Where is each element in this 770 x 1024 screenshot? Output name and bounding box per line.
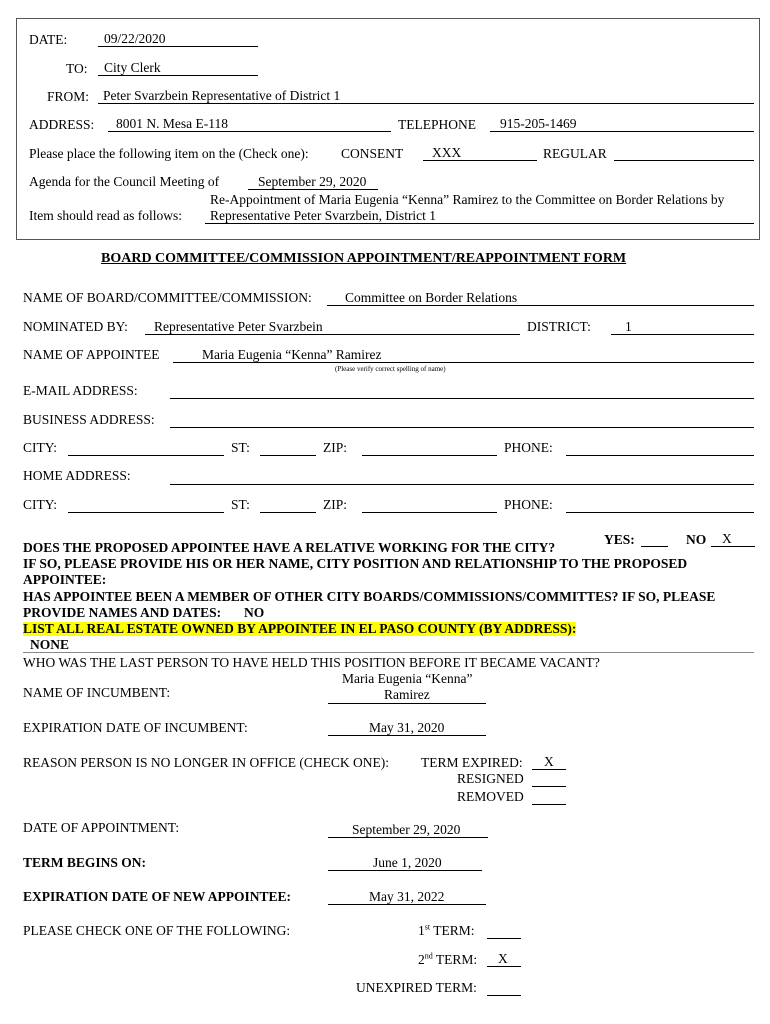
reason-label: REASON PERSON IS NO LONGER IN OFFICE (CHECK ONE):	[23, 755, 390, 770]
nominated-label: NOMINATED BY:	[23, 319, 128, 334]
section-divider	[23, 652, 754, 653]
verify-note: (Please verify correct spelling of name)	[335, 365, 446, 373]
telephone-value: 915-205-1469	[500, 116, 577, 131]
phone-label-2: PHONE:	[504, 497, 553, 512]
incumbent-exp-label: EXPIRATION DATE OF INCUMBENT:	[23, 720, 248, 735]
appointment-date-value: September 29, 2020	[352, 822, 461, 837]
term-expired-label: TERM EXPIRED:	[421, 755, 523, 770]
business-label: BUSINESS ADDRESS:	[23, 412, 155, 427]
first-term-label	[418, 924, 475, 938]
second-term-mark: X	[498, 951, 508, 966]
first-term-number: 1	[418, 923, 425, 938]
member-answer: NO	[244, 605, 265, 620]
address-label: ADDRESS:	[29, 117, 95, 132]
read-line-1: Re-Appointment of Maria Eugenia “Kenna” Ramirez to the Committee on Border Relations by	[210, 192, 725, 207]
relative-question-2: IF SO, PLEASE PROVIDE HIS OR HER NAME, CITY POSITION AND RELATIONSHIP TO THE PROPOSED	[23, 556, 688, 571]
appointee-label: NAME OF APPOINTEE	[23, 347, 160, 362]
to-label: TO:	[66, 61, 88, 76]
term-expired-line[interactable]	[532, 769, 566, 770]
read-line	[205, 223, 754, 224]
from-value: Peter Svarzbein Representative of District 1	[103, 88, 341, 103]
incumbent-exp-line	[328, 735, 486, 736]
city-line-2[interactable]	[68, 512, 224, 513]
check-prompt: Please place the following item on the (Check one):	[29, 146, 309, 161]
first-term-text: TERM:	[433, 923, 475, 938]
business-line[interactable]	[170, 427, 754, 428]
appointee-value: Maria Eugenia “Kenna” Ramirez	[202, 347, 382, 362]
to-line	[98, 75, 258, 76]
agenda-date: September 29, 2020	[258, 174, 367, 189]
city-line[interactable]	[68, 455, 224, 456]
incumbent-name-label: NAME OF INCUMBENT:	[23, 685, 171, 700]
consent-mark: XXX	[432, 145, 462, 160]
relative-question-3: APPOINTEE:	[23, 572, 107, 587]
realestate-question: LIST ALL REAL ESTATE OWNED BY APPOINTEE IN EL PASO COUNTY (BY ADDRESS):	[23, 621, 577, 636]
appointment-date-label: DATE OF APPOINTMENT:	[23, 820, 180, 835]
email-label: E-MAIL ADDRESS:	[23, 383, 138, 398]
st-line[interactable]	[260, 455, 316, 456]
resigned-line[interactable]	[532, 786, 566, 787]
read-label: Item should read as follows:	[29, 208, 182, 223]
no-line[interactable]	[711, 546, 755, 547]
nominated-value: Representative Peter Svarzbein	[154, 319, 323, 334]
check-one-label: PLEASE CHECK ONE OF THE FOLLOWING:	[23, 923, 291, 938]
member-question: HAS APPOINTEE BEEN A MEMBER OF OTHER CITY BOARDS/COMMISSIONS/COMMITTES? IF SO, PLEASE	[23, 589, 716, 604]
no-label: NO	[686, 532, 707, 547]
relative-question: DOES THE PROPOSED APPOINTEE HAVE A RELATIVE WORKING FOR THE CITY?	[23, 540, 556, 555]
from-line	[98, 103, 754, 104]
city-label-2: CITY:	[23, 497, 58, 512]
zip-label: ZIP:	[323, 440, 348, 455]
new-exp-label: EXPIRATION DATE OF NEW APPOINTEE:	[23, 889, 292, 904]
zip-line[interactable]	[362, 455, 497, 456]
yes-line[interactable]	[641, 546, 668, 547]
second-term-text: TERM:	[435, 952, 478, 967]
district-value: 1	[625, 319, 632, 334]
st-label: ST:	[231, 440, 250, 455]
st-label-2: ST:	[231, 497, 250, 512]
unexpired-term-line[interactable]	[487, 995, 521, 996]
agenda-line	[248, 189, 378, 190]
city-label: CITY:	[23, 440, 58, 455]
date-label: DATE:	[29, 32, 68, 47]
phone-line-2[interactable]	[566, 512, 754, 513]
incumbent-name-line-1: Maria Eugenia “Kenna”	[342, 671, 473, 686]
from-label: FROM:	[47, 89, 90, 104]
st-line-2[interactable]	[260, 512, 316, 513]
removed-label: REMOVED	[457, 789, 524, 804]
address-value: 8001 N. Mesa E-118	[116, 116, 228, 131]
unexpired-term-label: UNEXPIRED TERM:	[356, 980, 477, 995]
district-label: DISTRICT:	[527, 319, 591, 334]
second-term-number: 2	[418, 952, 425, 967]
district-line	[611, 334, 754, 335]
zip-label-2: ZIP:	[323, 497, 348, 512]
new-exp-line	[328, 904, 486, 905]
phone-line[interactable]	[566, 455, 754, 456]
realestate-answer: NONE	[30, 637, 70, 652]
agenda-label: Agenda for the Council Meeting of	[29, 174, 220, 189]
appointment-date-line	[328, 837, 488, 838]
first-term-line[interactable]	[487, 938, 521, 939]
yes-label: YES:	[604, 532, 635, 547]
date-value: 09/22/2020	[104, 31, 166, 46]
second-term-suffix: nd	[424, 951, 433, 961]
phone-label: PHONE:	[504, 440, 553, 455]
to-value: City Clerk	[104, 60, 161, 75]
home-line[interactable]	[170, 484, 754, 485]
removed-line[interactable]	[532, 804, 566, 805]
incumbent-name-line	[328, 703, 486, 704]
read-line-2: Representative Peter Svarzbein, District 1	[210, 208, 437, 223]
regular-line	[614, 160, 754, 161]
board-label: NAME OF BOARD/COMMITTEE/COMMISSION:	[23, 290, 312, 305]
term-expired-mark: X	[544, 754, 554, 769]
address-line	[108, 131, 391, 132]
telephone-line	[490, 131, 754, 132]
member-question-2: PROVIDE NAMES AND DATES:	[23, 605, 222, 620]
second-term-label	[418, 953, 477, 967]
second-term-line[interactable]	[487, 966, 521, 967]
incumbent-exp-value: May 31, 2020	[369, 720, 445, 735]
nominated-line	[145, 334, 520, 335]
board-line	[327, 305, 754, 306]
consent-line	[423, 160, 537, 161]
no-mark: X	[722, 531, 732, 546]
date-line	[98, 46, 258, 47]
term-begins-value: June 1, 2020	[373, 855, 442, 870]
new-exp-value: May 31, 2022	[369, 889, 445, 904]
form-title: BOARD COMMITTEE/COMMISSION APPOINTMENT/REAPPOINTMENT FORM	[101, 251, 627, 266]
appointee-line	[173, 362, 754, 363]
resigned-label: RESIGNED	[457, 771, 524, 786]
home-label: HOME ADDRESS:	[23, 468, 131, 483]
term-begins-label: TERM BEGINS ON:	[23, 855, 147, 870]
first-term-suffix: st	[424, 922, 431, 932]
incumbent-name-line-2: Ramirez	[384, 687, 430, 702]
regular-label: REGULAR	[543, 146, 607, 161]
email-line[interactable]	[170, 398, 754, 399]
consent-label: CONSENT	[341, 146, 404, 161]
board-value: Committee on Border Relations	[345, 290, 518, 305]
zip-line-2[interactable]	[362, 512, 497, 513]
telephone-label: TELEPHONE	[398, 117, 476, 132]
term-begins-line	[328, 870, 482, 871]
last-person-question: WHO WAS THE LAST PERSON TO HAVE HELD THIS POSITION BEFORE IT BECAME VACANT?	[23, 655, 600, 670]
